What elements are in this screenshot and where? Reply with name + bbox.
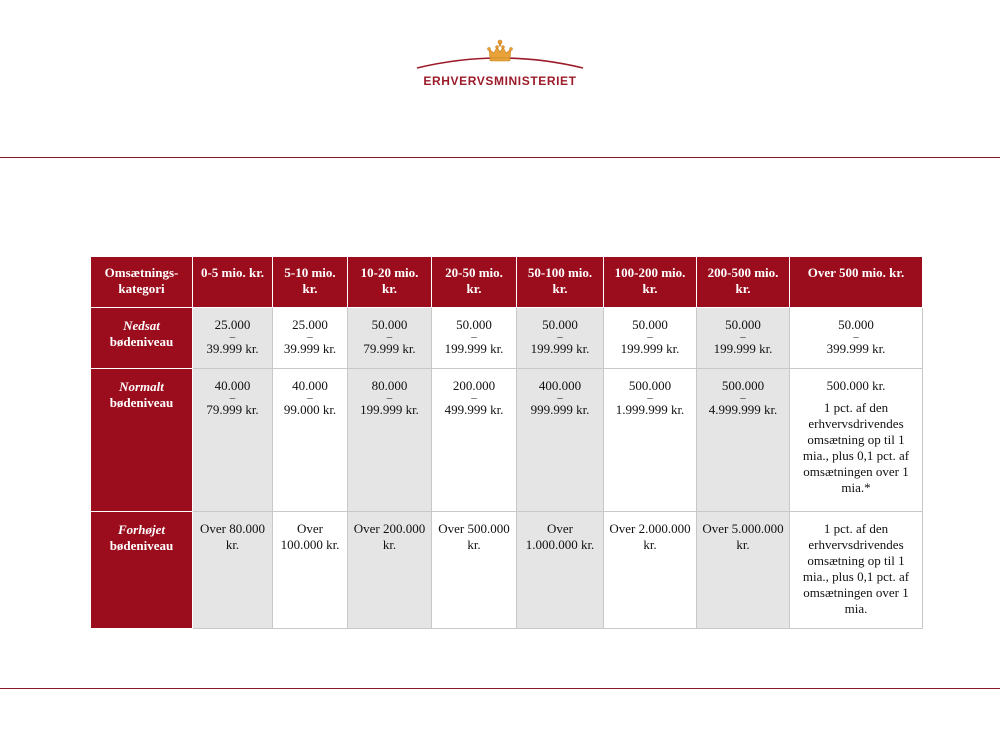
- table-cell: 50.000 – 199.999 kr.: [517, 308, 604, 369]
- fine-levels-table: [90, 256, 923, 629]
- range-from: 50.000: [542, 317, 578, 332]
- table-cell: 40.000 – 99.000 kr.: [273, 369, 348, 512]
- row-label: bødeniveau: [109, 395, 174, 410]
- range-from: 80.000: [371, 378, 408, 393]
- column-header: 10-20 mio. kr.: [348, 257, 432, 308]
- range-to: 199.999 kr.: [530, 341, 590, 356]
- table-cell: 50.000 – 399.999 kr.: [790, 308, 923, 369]
- table-cell: 1 pct. af den erhvervsdrivendes omsætning op til 1 mia., plus 0,1 pct. af omsætningen over 1 mia.: [790, 512, 923, 629]
- column-header: Over 500 mio. kr.: [790, 257, 923, 308]
- cell-note: 1 pct. af den erhvervsdrivendes omsætning op til 1 mia., plus 0,1 pct. af omsætningen over 1 mia.*: [802, 400, 910, 495]
- range-from: 500.000 kr.: [826, 378, 886, 393]
- range-from: 25.000: [292, 317, 328, 332]
- range-from: 200.000: [452, 378, 496, 393]
- top-divider: [0, 157, 1000, 158]
- range-from: 25.000: [214, 317, 251, 332]
- table-cell: Over 1.000.000 kr.: [517, 512, 604, 629]
- range-to: 99.000 kr.: [283, 402, 337, 417]
- range-to: 199.999 kr.: [620, 341, 680, 356]
- table-cell: [790, 369, 923, 512]
- header-row: [91, 257, 923, 308]
- column-header: 5-10 mio. kr.: [273, 257, 348, 308]
- table-cell: 500.000 – 1.999.999 kr.: [604, 369, 697, 512]
- row-header: [91, 369, 193, 512]
- table-cell: 25.000 – 39.999 kr.: [193, 308, 273, 369]
- table-cell: 50.000 – 199.999 kr.: [697, 308, 790, 369]
- range-to: 199.999 kr.: [713, 341, 773, 356]
- row-label: bødeniveau: [109, 538, 174, 553]
- logo-text: ERHVERVSMINISTERIET: [423, 74, 577, 88]
- row-label-italic: Normalt: [119, 379, 164, 394]
- table-row-nedsat: [91, 308, 923, 369]
- range-to: 1.999.999 kr.: [615, 402, 685, 417]
- row-label-italic: Nedsat: [123, 318, 160, 333]
- range-from: 40.000: [214, 378, 251, 393]
- range-to: 39.999 kr.: [283, 341, 337, 356]
- row-header: [91, 308, 193, 369]
- range-to: 199.999 kr.: [360, 402, 419, 417]
- table-cell: Over 500.000 kr.: [432, 512, 517, 629]
- table-cell: 25.000 – 39.999 kr.: [273, 308, 348, 369]
- range-to: 199.999 kr.: [444, 341, 504, 356]
- range-from: 50.000: [632, 317, 668, 332]
- range-from: 50.000: [838, 317, 874, 332]
- table-cell: Over 200.000 kr.: [348, 512, 432, 629]
- table-cell: Over 80.000 kr.: [193, 512, 273, 629]
- range-to: 999.999 kr.: [530, 402, 590, 417]
- range-to: 79.999 kr.: [206, 402, 259, 417]
- column-header: 50-100 mio. kr.: [517, 257, 604, 308]
- table-cell: Over 100.000 kr.: [273, 512, 348, 629]
- table-cell: 400.000 – 999.999 kr.: [517, 369, 604, 512]
- column-header: 100-200 mio. kr.: [604, 257, 697, 308]
- range-to: 39.999 kr.: [206, 341, 259, 356]
- column-header: 0-5 mio. kr.: [193, 257, 273, 308]
- range-to: 399.999 kr.: [826, 341, 886, 356]
- bottom-divider: [0, 688, 1000, 689]
- row-label-italic: Forhøjet: [118, 522, 165, 537]
- range-from: 500.000: [721, 378, 765, 393]
- column-header: 200-500 mio. kr.: [697, 257, 790, 308]
- range-from: 500.000: [628, 378, 672, 393]
- table-row-forhojet: [91, 512, 923, 629]
- table-row-normalt: [91, 369, 923, 512]
- column-header: 20-50 mio. kr.: [432, 257, 517, 308]
- table-cell: 50.000 – 199.999 kr.: [604, 308, 697, 369]
- column-header: Omsætnings-kategori: [91, 257, 193, 308]
- range-from: 50.000: [456, 317, 492, 332]
- range-from: 400.000: [538, 378, 582, 393]
- row-label: bødeniveau: [109, 334, 174, 349]
- ministry-logo: [415, 38, 585, 94]
- range-to: 4.999.999 kr.: [708, 402, 778, 417]
- table-cell: 80.000 – 199.999 kr.: [348, 369, 432, 512]
- table-cell: 200.000 – 499.999 kr.: [432, 369, 517, 512]
- table-cell: 40.000 – 79.999 kr.: [193, 369, 273, 512]
- table-cell: 50.000 – 79.999 kr.: [348, 308, 432, 369]
- range-from: 40.000: [292, 378, 328, 393]
- range-from: 50.000: [371, 317, 408, 332]
- crown-icon: [415, 38, 585, 72]
- range-to: 499.999 kr.: [444, 402, 504, 417]
- table-cell: 500.000 – 4.999.999 kr.: [697, 369, 790, 512]
- range-to: 79.999 kr.: [363, 341, 416, 356]
- table-cell: Over 2.000.000 kr.: [604, 512, 697, 629]
- range-from: 50.000: [725, 317, 761, 332]
- row-header: [91, 512, 193, 629]
- table-cell: 50.000 – 199.999 kr.: [432, 308, 517, 369]
- table-cell: Over 5.000.000 kr.: [697, 512, 790, 629]
